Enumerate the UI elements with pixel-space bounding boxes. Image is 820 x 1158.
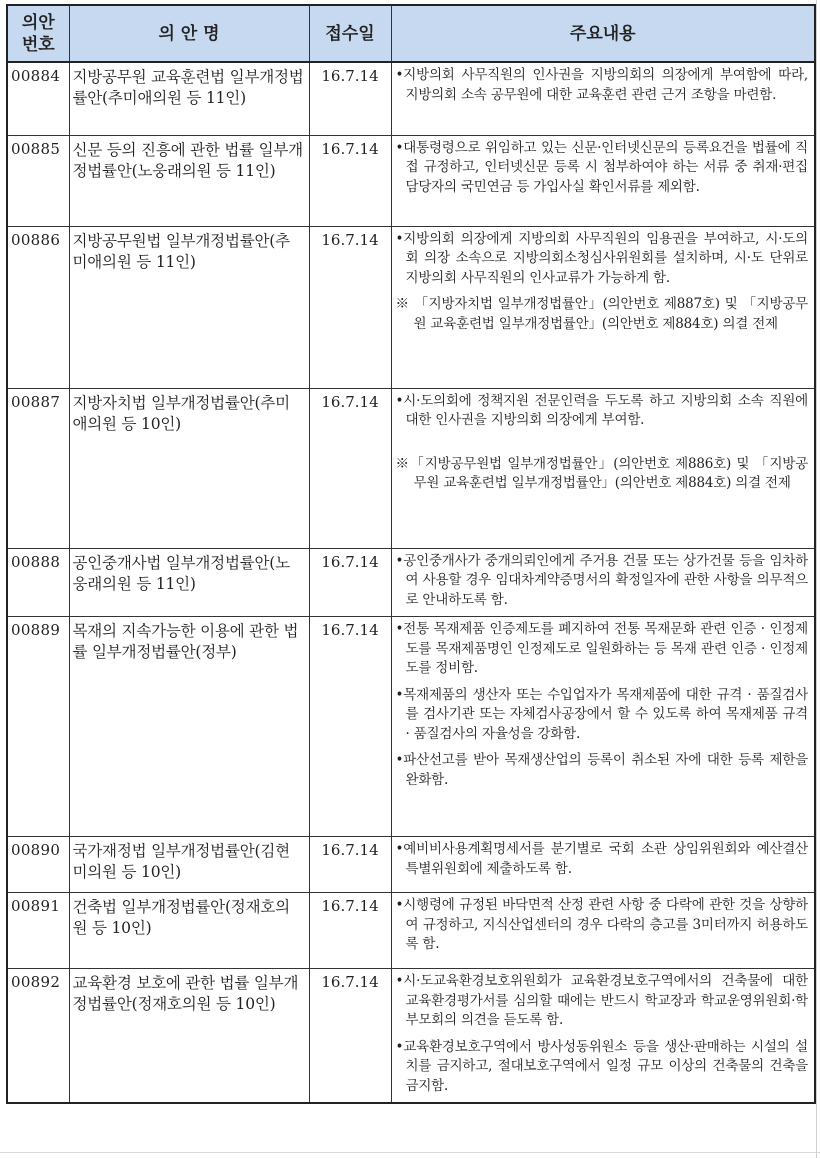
bullet-text: 시행령에 규정된 바닥면적 산정 관련 사항 중 다락에 관한 것을 상향하여 규정하고, 지식산업센터의 경우 다락의 층고를 3미터까지 허용하도록 함. (403, 897, 808, 952)
bill-table (6, 4, 816, 1104)
bullet-icon: • (395, 897, 404, 913)
content-bullet (396, 751, 809, 790)
content-bullet (396, 66, 809, 105)
content-bullet (396, 392, 809, 431)
received-date: 16.7.14 (309, 62, 391, 135)
bill-content (391, 388, 815, 548)
table-row (7, 837, 815, 893)
bullet-text: 목재제품의 생산자 또는 수입업자가 목재제품에 대한 규격 · 품질검사를 검사기관 또는 자체검사공장에서 할 수 있도록 하여 목재제품 규격 · 품질검사의 자율성을 강화함. (403, 686, 808, 742)
bill-number: 00888 (7, 548, 69, 617)
bill-number: 00886 (7, 226, 69, 388)
bill-name: 국가재정법 일부개정법률안(김현미의원 등 10인) (69, 837, 309, 893)
page-edge-line (816, 0, 817, 1158)
received-date: 16.7.14 (309, 617, 391, 837)
bullet-text: 지방의회 의장에게 지방의회 사무직원의 임용권을 부여하고, 시·도의회 의장 소속으로 지방의회소청심사위원회를 설치하며, 시·도 단위로 지방의회 사무직원의 인사교류가 가능하게 함. (403, 230, 808, 286)
received-date: 16.7.14 (309, 969, 391, 1104)
content-bullet (396, 230, 809, 289)
bill-content (391, 226, 815, 388)
bill-name: 지방공무원 교육훈련법 일부개정법률안(추미애의원 등 11인) (69, 62, 309, 135)
bill-number: 00885 (7, 135, 69, 226)
bill-name: 공인중개사법 일부개정법률안(노웅래의원 등 11인) (69, 548, 309, 617)
header-row (7, 5, 815, 62)
bill-name: 신문 등의 진흥에 관한 법률 일부개정법률안(노웅래의원 등 11인) (69, 135, 309, 226)
received-date: 16.7.14 (309, 893, 391, 969)
table-body (7, 62, 815, 1103)
table-row (7, 969, 815, 1104)
bill-content (391, 837, 815, 893)
bill-content (391, 893, 815, 969)
received-date: 16.7.14 (309, 837, 391, 893)
bill-name: 지방공무원법 일부개정법률안(추미애의원 등 11인) (69, 226, 309, 388)
content-bullet (396, 686, 809, 745)
bullet-icon: • (395, 973, 404, 989)
bullet-icon: • (395, 67, 404, 83)
content-bullet (396, 896, 809, 955)
bill-number: 00884 (7, 62, 69, 135)
received-date: 16.7.14 (309, 388, 391, 548)
bill-content (391, 548, 815, 617)
bullet-text: 전통 목재제품 인증제도를 폐지하여 전통 목재문화 관련 인증 · 인정제도를 목재제품명인 인정제도로 일원화하는 등 목재 관련 인증 · 인정제도를 정비함. (403, 621, 808, 676)
bullet-text: 파산선고를 받아 목재생산업의 등록이 취소된 자에 대한 등록 제한을 완화함. (403, 752, 808, 788)
bullet-text: 공인중개사가 중개의뢰인에게 주거용 건물 또는 상가건물 등을 임차하여 사용할 경우 임대차계약증명서의 확정일자에 관한 사항을 의무적으로 안내하도록 함. (403, 552, 808, 608)
header-bill-no (7, 5, 69, 62)
table-row (7, 388, 815, 548)
bullet-icon: • (395, 392, 404, 409)
header-bill-no-line2: 번호 (21, 34, 55, 55)
table-row (7, 135, 815, 226)
table-row (7, 893, 815, 969)
bill-number: 00890 (7, 837, 69, 893)
bullet-text: 시·도의회에 정책지원 전문인력을 두도록 하고 지방의회 소속 직원에 대한 인사권을 지방의회 의장에게 부여함. (403, 392, 808, 428)
bullet-icon: • (395, 752, 404, 768)
bill-content (391, 62, 815, 135)
received-date: 16.7.14 (309, 226, 391, 388)
header-bill-no-line1: 의안 (21, 12, 55, 33)
bill-content (391, 135, 815, 226)
table-row (7, 617, 815, 837)
content-bullet (396, 620, 809, 679)
bullet-icon: • (395, 1038, 404, 1055)
bill-number: 00889 (7, 617, 69, 837)
content-bullet (396, 840, 809, 879)
bill-number: 00892 (7, 969, 69, 1104)
received-date: 16.7.14 (309, 548, 391, 617)
content-bullet (396, 552, 809, 611)
bullet-text: 지방의회 사무직원의 인사권을 지방의회의 의장에게 부여함에 따라, 지방의회 소속 공무원에 대한 교육훈련 관련 근거 조항을 마련함. (403, 67, 808, 103)
bill-number: 00887 (7, 388, 69, 548)
bill-content (391, 969, 815, 1104)
content-bullet (396, 1038, 809, 1097)
content-note: ※ 「지방자치법 일부개정법률안」(의안번호 제887호) 및 「지방공무원 교육훈련법 일부개정법률안」(의안번호 제884호) 의결 전제 (395, 296, 808, 332)
bill-name: 목재의 지속가능한 이용에 관한 법률 일부개정법률안(정부) (69, 617, 309, 837)
bill-name: 지방자치법 일부개정법률안(추미애의원 등 10인) (69, 388, 309, 548)
content-bullet (396, 972, 809, 1031)
content-bullet (396, 139, 809, 198)
bullet-icon: • (395, 686, 404, 703)
bullet-icon: • (395, 841, 404, 857)
bill-name: 교육환경 보호에 관한 법률 일부개정법률안(정재호의원 등 10인) (69, 969, 309, 1104)
table-row (7, 62, 815, 135)
table-row (7, 226, 815, 388)
received-date: 16.7.14 (309, 135, 391, 226)
bill-content (391, 617, 815, 837)
bullet-icon: • (395, 621, 404, 637)
bullet-text: 교육환경보호구역에서 방사성동위원소 등을 생산·판매하는 시설의 설치를 금지하고, 절대보호구역에서 일정 규모 이상의 건축물의 건축을 금지함. (403, 1038, 808, 1094)
header-date: 접수일 (309, 5, 391, 62)
bullet-icon: • (395, 552, 404, 569)
bullet-icon: • (395, 139, 404, 156)
header-bill-name: 의 안 명 (69, 5, 309, 62)
bullet-text: 대통령령으로 위임하고 있는 신문·인터넷신문의 등록요건을 법률에 직접 규정하고, 인터넷신문 등록 시 첨부하여야 하는 서류 중 취재·편집 담당자의 국민연금 등 가입사실 확인서류를 제외함. (403, 139, 808, 195)
content-note: ※「지방공무원법 일부개정법률안」(의안번호 제886호) 및 「지방공무원 교육훈련법 일부개정법률안」(의안번호 제884호) 의결 전제 (395, 455, 808, 491)
page-bottom-line (0, 1152, 820, 1153)
bill-number: 00891 (7, 893, 69, 969)
bullet-icon: • (395, 230, 404, 247)
header-content: 주요내용 (391, 5, 815, 62)
bullet-text: 시·도교육환경보호위원회가 교육환경보호구역에서의 건축물에 대한 교육환경평가서를 심의할 때에는 반드시 학교장과 학교운영위원회·학부모회의 의견을 듣도록 함. (403, 973, 808, 1028)
bill-name: 건축법 일부개정법률안(정재호의원 등 10인) (69, 893, 309, 969)
bullet-text: 예비비사용계획명세서를 분기별로 국회 소관 상임위원회와 예산결산특별위원회에 제출하도록 함. (403, 841, 808, 877)
table-row (7, 548, 815, 617)
